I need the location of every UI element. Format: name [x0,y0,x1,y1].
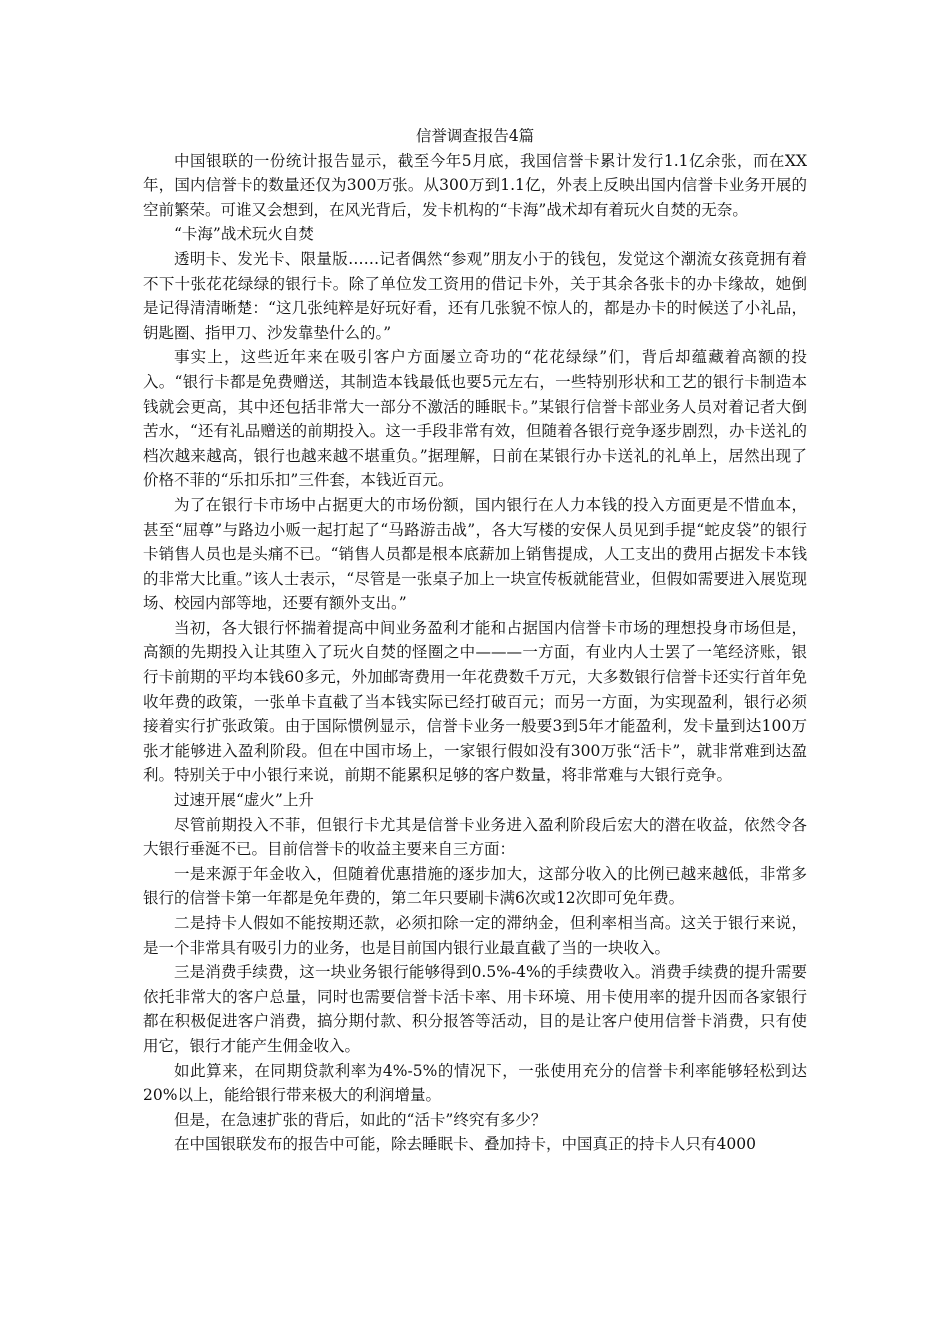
paragraph-cardholders: 在中国银联发布的报告中可能，除去睡眠卡、叠加持卡，中国真正的持卡人只有4000 [174,1135,756,1154]
paragraph-profitability: 当初，各大银行怀揣着提高中间业务盈利才能和占据国内信誉卡市场的理想投身市场但是，高额的先期投入让其堕入了玩火自焚的怪圈之中———一方面，有业内人士罢了一笔经济账，银行卡前期的平均本钱60多元，外加邮寄费用一年花费数千万元，大多数银行信誉卡还实行首年免收年费的政策，一张单卡直截了当本钱实际已经打破百元；而另一方面，为实现盈利，银行必须接着实行扩张政策。由于国际惯例显示，信誉卡业务一般要3到5年才能盈利，发卡量到达100万张才能够进入盈利阶段。但在中国市场上，一家银行假如没有300万张“活卡”，就非常难到达盈利。特别关于中小银行来说，前期不能累积足够的客户数量，将非常难与大银行竞争。 [143,618,807,785]
paragraph-intro: 中国银联的一份统计报告显示，截至今年5月底，我国信誉卡累计发行1.1亿余张，而在XX年，国内信誉卡的数量还仅为300万张。从300万到1.1亿，外表上反映出国内信誉卡业务开展的空前繁荣。可谁又会想到，在风光背后，发卡机构的“卡海”战术却有着玩火自焚的无奈。 [143,151,807,219]
paragraph-labor: 为了在银行卡市场中占据更大的市场份额，国内银行在人力本钱的投入方面更是不惜血本，甚至“屈尊”与路边小贩一起打起了“马路游击战”，各大写楼的安保人员见到手提“蛇皮袋”的银行卡销售人员也是头痛不已。“销售人员都是根本底薪加上销售提成，人工支出的费用占据发卡本钱的非常大比重。”该人士表示，“尽管是一张桌子加上一块宣传板就能营业，但假如需要进入展览现场、校园内部等地，还要有额外支出。” [143,495,807,613]
paragraph-interest-rate: 如此算来，在同期贷款利率为4%-5%的情况下，一张使用充分的信誉卡利率能够轻松到达20%以上，能给银行带来极大的利润增量。 [143,1061,807,1105]
section-heading-card-sea: “卡海”战术玩火自焚 [174,225,314,244]
paragraph-active-cards-question: 但是，在急速扩张的背后，如此的“活卡”终究有多少？ [174,1110,547,1129]
section-heading-overheating: 过速开展“虚火”上升 [174,791,314,810]
paragraph-annual-fee: 一是来源于年金收入，但随着优惠措施的逐步加大，这部分收入的比例已越来越低，非常多银行的信誉卡第一年都是免年费的，第二年只要刷卡满6次或12次即可免年费。 [143,864,807,908]
paragraph-costs: 事实上，这些近年来在吸引客户方面屡立奇功的“花花绿绿”们，背后却蕴藏着高额的投入。“银行卡都是免费赠送，其制造本钱最低也要5元左右，一些特别形状和工艺的银行卡制造本钱就会更高，其中还包括非常大一部分不激活的睡眠卡。”某银行信誉卡部业务人员对着记者大倒苦水，“还有礼品赠送的前期投入。这一手段非常有效，但随着各银行竞争逐步剧烈，办卡送礼的档次越来越高，银行也越来越不堪重负。”据理解，日前在某银行办卡送礼的礼单上，居然出现了价格不菲的“乐扣乐扣”三件套，本钱近百元。 [143,348,807,490]
paragraph-late-fee: 二是持卡人假如不能按期还款，必须扣除一定的滞纳金，但利率相当高。这关于银行来说，是一个非常具有吸引力的业务，也是目前国内银行业最直截了当的一块收入。 [143,914,807,957]
document-body [143,124,807,1157]
document-title: 信誉调查报告4篇 [415,127,535,145]
paragraph-revenue-sources: 尽管前期投入不菲，但银行卡尤其是信誉卡业务进入盈利阶段后宏大的潜在收益，依然令各大银行垂涎不已。目前信誉卡的收益主要来自三方面： [143,815,807,859]
paragraph-wallet: 透明卡、发光卡、限量版……记者偶然“参观”朋友小于的钱包，发觉这个潮流女孩竟拥有着不下十张花花绿绿的银行卡。除了单位发工资用的借记卡外，关于其余各张卡的办卡缘故，她倒是记得清清晰楚：“这几张纯粹是好玩好看，还有几张貌不惊人的，都是办卡的时候送了小礼品，钥匙圈、指甲刀、沙发靠垫什么的。” [143,249,807,342]
paragraph-transaction-fee: 三是消费手续费，这一块业务银行能够得到0.5%-4%的手续费收入。消费手续费的提升需要依托非常大的客户总量，同时也需要信誉卡活卡率、用卡环境、用卡使用率的提升因而各家银行都在积极促进客户消费，搞分期付款、积分报答等活动，目的是让客户使用信誉卡消费，只有使用它，银行才能产生佣金收入。 [143,963,807,1055]
